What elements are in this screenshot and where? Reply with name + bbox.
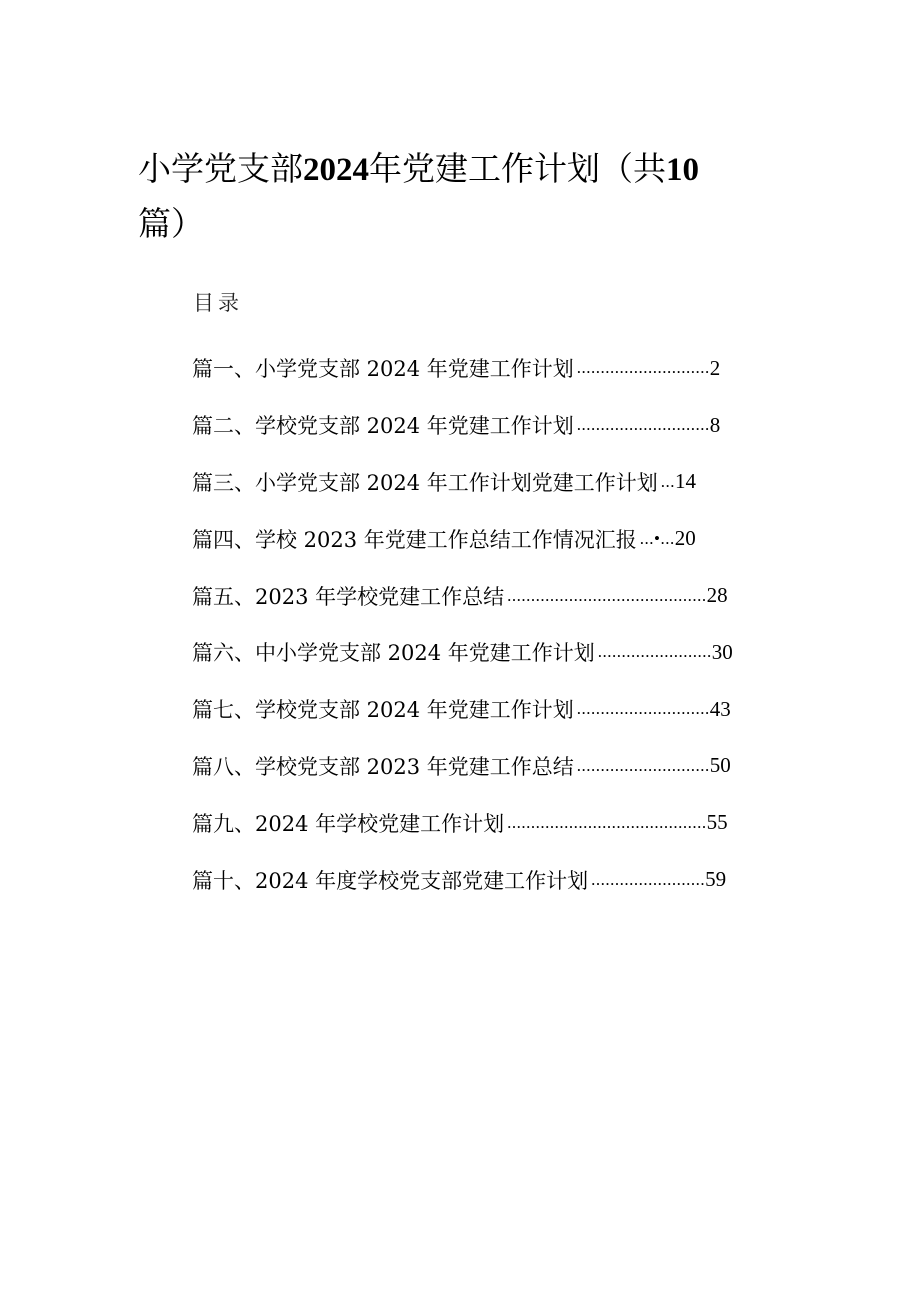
title-part3: 篇） <box>138 204 204 243</box>
toc-leader-dots: ............................ <box>576 358 710 378</box>
toc-leader-dots: ............................ <box>576 755 710 775</box>
title-part2: 年党建工作计划（共 <box>369 149 666 188</box>
toc-leader-dots: ........................ <box>591 869 706 889</box>
toc-entry-1[interactable] <box>192 340 792 397</box>
toc-page-number: 20 <box>674 526 696 551</box>
toc-leader-dots: ... <box>660 471 676 491</box>
toc-page-number: 43 <box>709 696 731 721</box>
toc-entry-7[interactable] <box>192 681 792 738</box>
toc-page-number: 55 <box>706 810 728 835</box>
toc-page-number: 8 <box>709 412 721 437</box>
toc-entry-text: 篇三、小学党支部 2024 年工作计划党建工作计划 <box>192 470 658 495</box>
toc-entry-text: 篇十、2024 年度学校党支部党建工作计划 <box>192 868 589 893</box>
toc-entry-3[interactable] <box>192 454 792 511</box>
toc-leader-dots: ............................ <box>576 415 710 435</box>
toc-entry-10[interactable] <box>192 851 792 908</box>
toc-entry-4[interactable] <box>192 510 792 567</box>
toc-leader-dots: .......................................... <box>507 585 707 605</box>
toc-page-number: 50 <box>709 753 731 778</box>
toc-entry-text: 篇一、小学党支部 2024 年党建工作计划 <box>192 357 574 382</box>
toc-entry-text: 篇四、学校 2023 年党建工作总结工作情况汇报 <box>192 527 637 552</box>
title-count: 10 <box>666 152 699 188</box>
toc-page-number: 59 <box>705 867 727 892</box>
toc-leader-dots: ...•... <box>639 528 675 548</box>
toc-entry-text: 篇二、学校党支部 2024 年党建工作计划 <box>192 414 574 439</box>
toc-page-number: 14 <box>675 469 697 494</box>
table-of-contents <box>192 340 792 908</box>
toc-entry-text: 篇六、中小学党支部 2024 年党建工作计划 <box>192 641 595 666</box>
toc-entry-9[interactable] <box>192 794 792 851</box>
toc-entry-5[interactable] <box>192 567 792 624</box>
toc-leader-dots: ........................ <box>597 642 712 662</box>
toc-entry-6[interactable] <box>192 624 792 681</box>
toc-entry-text: 篇七、学校党支部 2024 年党建工作计划 <box>192 698 574 723</box>
toc-entry-2[interactable] <box>192 397 792 454</box>
toc-page-number: 30 <box>711 639 733 664</box>
toc-leader-dots: .......................................... <box>507 812 707 832</box>
toc-entry-text: 篇八、学校党支部 2023 年党建工作总结 <box>192 754 574 779</box>
title-year: 2024 <box>303 152 369 188</box>
toc-page-number: 28 <box>706 583 728 608</box>
toc-page-number: 2 <box>709 355 721 380</box>
document-title <box>138 142 738 251</box>
title-part1: 小学党支部 <box>138 149 303 188</box>
toc-leader-dots: ............................ <box>576 699 710 719</box>
toc-heading: 目录 <box>193 291 243 315</box>
toc-entry-text: 篇九、2024 年学校党建工作计划 <box>192 811 505 836</box>
toc-entry-8[interactable] <box>192 738 792 795</box>
toc-entry-text: 篇五、2023 年学校党建工作总结 <box>192 584 505 609</box>
